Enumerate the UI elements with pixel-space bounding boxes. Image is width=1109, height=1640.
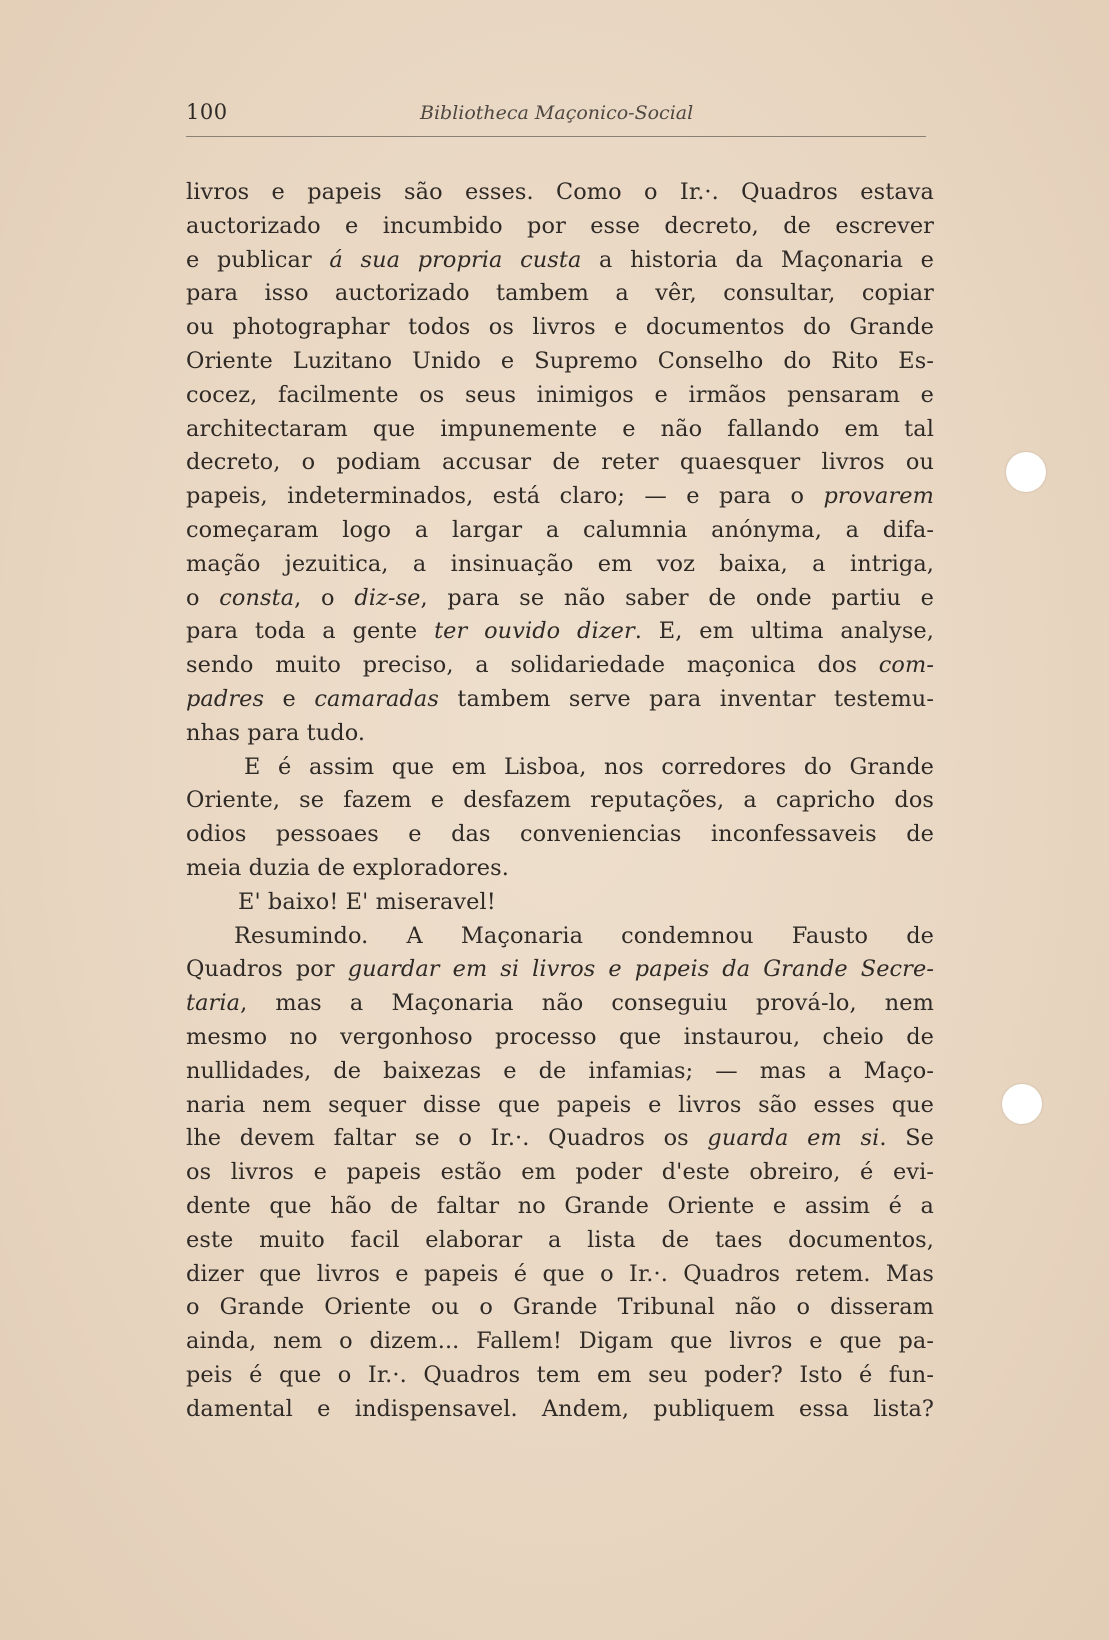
text-line <box>186 548 934 582</box>
text-line <box>186 886 934 920</box>
text-line <box>186 1156 934 1190</box>
text-span: para isso auctorizado tambem a vêr, consultar, copiar <box>186 280 934 307</box>
text-span: E' baixo! E' miseravel! <box>238 888 496 915</box>
text-line <box>186 1055 934 1089</box>
text-span: os livros e papeis estão em poder d'este obreiro, é evi- <box>186 1159 934 1186</box>
italic-span: padres <box>186 685 265 712</box>
text-span: auctorizado e incumbido por esse decreto, de escrever <box>186 212 934 239</box>
text-line <box>186 480 934 514</box>
text-span: meia duzia de exploradores. <box>186 854 509 881</box>
text-line <box>186 277 934 311</box>
text-span: . E, em ultima analyse, <box>634 618 934 645</box>
text-line <box>186 1359 934 1393</box>
text-line <box>186 582 934 616</box>
text-line <box>186 683 934 717</box>
text-span: . Se <box>879 1125 934 1152</box>
text-span: , o <box>294 584 355 611</box>
text-span: ainda, nem o dizem... Fallem! Digam que livros e que pa- <box>186 1328 934 1355</box>
text-span: dizer que livros e papeis é que o Ir.·. Quadros retem. Mas <box>186 1260 934 1287</box>
italic-span: ter ouvido dizer <box>434 618 635 645</box>
text-span: tambem serve para inventar testemu- <box>438 685 934 712</box>
text-line <box>186 244 934 278</box>
italic-span: á sua propria custa <box>329 246 582 273</box>
italic-span: com- <box>878 652 934 679</box>
text-span: ou photographar todos os livros e documentos do Grande <box>186 314 934 341</box>
text-line <box>186 920 934 954</box>
text-line <box>186 649 934 683</box>
text-line <box>186 751 934 785</box>
text-line <box>186 987 934 1021</box>
text-span: , para se não saber de onde partiu e <box>420 584 934 611</box>
text-line <box>186 784 934 818</box>
text-line <box>186 1393 934 1427</box>
body-text <box>186 176 934 1426</box>
text-span: livros e papeis são esses. Como o Ir.·. Quadros estava <box>186 179 934 205</box>
text-line <box>186 1224 934 1258</box>
text-line <box>186 953 934 987</box>
text-span: este muito facil elaborar a lista de taes documentos, <box>186 1226 934 1253</box>
text-span: o <box>186 584 220 611</box>
running-title: Bibliotheca Maçonico-Social <box>420 102 694 124</box>
text-span: Oriente Luzitano Unido e Supremo Conselho do Rito Es- <box>186 347 934 374</box>
text-line <box>186 413 934 447</box>
text-span: odios pessoaes e das conveniencias inconfessaveis de <box>186 821 934 848</box>
text-line <box>186 1190 934 1224</box>
text-span: nullidades, de baixezas e de infamias; — mas a Maço- <box>186 1057 934 1084</box>
text-span: naria nem sequer disse que papeis e livros são esses que <box>186 1091 934 1118</box>
text-span: mesmo no vergonhoso processo que instaurou, cheio de <box>186 1023 934 1050</box>
text-line <box>186 1089 934 1123</box>
text-span: Quadros por <box>186 956 348 983</box>
text-span: começaram logo a largar a calumnia anónyma, a difa- <box>186 516 934 543</box>
text-line <box>186 852 934 886</box>
text-line <box>186 717 934 751</box>
text-span: e publicar <box>186 246 330 273</box>
text-span: architectaram que impunemente e não fallando em tal <box>186 415 934 442</box>
text-span: Oriente, se fazem e desfazem reputações, a capricho dos <box>186 787 934 814</box>
text-line <box>186 1122 934 1156</box>
page-number: 100 <box>186 100 228 124</box>
text-line <box>186 1258 934 1292</box>
text-span: mação jezuitica, a insinuação em voz baixa, a intriga, <box>186 550 934 577</box>
text-line <box>186 1325 934 1359</box>
text-span: o Grande Oriente ou o Grande Tribunal não o disseram <box>186 1294 934 1321</box>
text-line <box>186 1021 934 1055</box>
text-span: nhas para tudo. <box>186 719 366 746</box>
text-line <box>186 615 934 649</box>
italic-span: camaradas <box>314 685 439 712</box>
italic-span: guarda em si <box>707 1125 880 1152</box>
text-span: damental e indispensavel. Andem, publiquem essa lista? <box>186 1395 934 1422</box>
text-span: dente que hão de faltar no Grande Oriente e assim é a <box>186 1192 934 1219</box>
text-span: e <box>264 685 315 712</box>
binding-hole-lower <box>1002 1084 1042 1124</box>
text-span: sendo muito preciso, a solidariedade maçonica dos <box>186 652 879 679</box>
text-span: lhe devem faltar se o Ir.·. Quadros os <box>186 1125 708 1152</box>
text-span: para toda a gente <box>186 618 435 645</box>
italic-span: guardar em si livros e papeis da Grande Secre- <box>347 956 935 983</box>
text-span: , mas a Maçonaria não conseguiu prová-lo, nem <box>240 990 934 1017</box>
text-span: peis é que o Ir.·. Quadros tem em seu poder? Isto é fun- <box>186 1361 934 1388</box>
text-line <box>186 345 934 379</box>
text-line <box>186 446 934 480</box>
text-line <box>186 379 934 413</box>
text-line <box>186 210 934 244</box>
page-header <box>186 100 926 137</box>
text-span: Resumindo. A Maçonaria condemnou Fausto de <box>234 922 934 949</box>
italic-span: taria <box>186 990 241 1017</box>
text-span: a historia da Maçonaria e <box>581 246 934 273</box>
text-span: decreto, o podiam accusar de reter quaesquer livros ou <box>186 449 934 476</box>
text-line <box>186 1291 934 1325</box>
text-span: papeis, indeterminados, está claro; — e para o <box>186 483 824 510</box>
text-line <box>186 514 934 548</box>
italic-span: diz-se <box>354 584 421 611</box>
binding-hole-upper <box>1006 452 1046 492</box>
text-line <box>186 818 934 852</box>
text-span: E é assim que em Lisboa, nos corredores do Grande <box>244 753 934 780</box>
italic-span: consta <box>219 584 295 611</box>
text-span: cocez, facilmente os seus inimigos e irmãos pensaram e <box>186 381 934 408</box>
text-line <box>186 311 934 345</box>
text-line <box>186 176 934 210</box>
italic-span: provarem <box>823 483 934 510</box>
